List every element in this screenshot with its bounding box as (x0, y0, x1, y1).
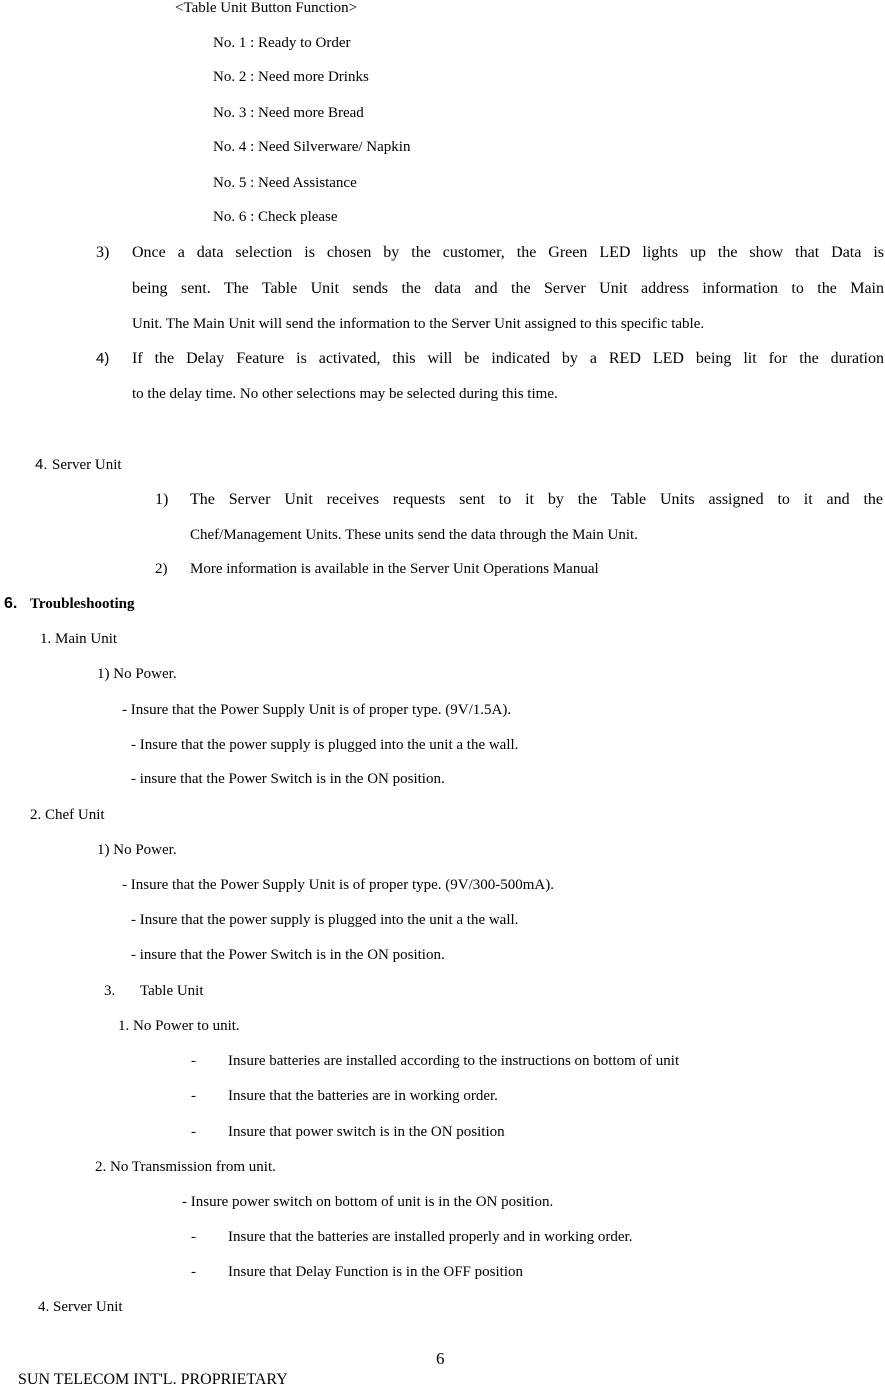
bullet-dash: - (191, 1229, 196, 1245)
check-line: Insure batteries are installed according to the instructions on bottom of unit (228, 1053, 680, 1069)
subsection-title: 4. Server Unit (38, 1299, 123, 1315)
subsection-title: Table Unit (140, 983, 204, 999)
check-line: - Insure that the Power Supply Unit is of proper type. (9V/300-500mA). (122, 877, 555, 893)
check-line: - Insure that the power supply is plugged into the unit a the wall. (131, 737, 519, 753)
problem-title: 1) No Power. (97, 842, 177, 858)
problem-title: 1. No Power to unit. (118, 1018, 240, 1034)
button-function-item: No. 1 : Ready to Order (213, 35, 351, 51)
item-number: 2) (155, 561, 168, 577)
item-number: 1) (155, 491, 169, 508)
item-text-line: Chef/Management Units. These units send the data through the Main Unit. (190, 527, 638, 543)
step-text-line: to the delay time. No other selections may be selected during this time. (132, 386, 558, 402)
step-text-line: If the Delay Feature is activated, this will be indicated by a RED LED being lit for the duration (132, 350, 884, 367)
check-line: Insure that the batteries are installed properly and in working order. (228, 1229, 633, 1245)
button-function-item: No. 3 : Need more Bread (213, 105, 364, 121)
bullet-dash: - (191, 1264, 196, 1280)
item-text-line: The Server Unit receives requests sent to it by the Table Units assigned to it and the (190, 491, 883, 508)
bullet-dash: - (191, 1124, 196, 1140)
step-text-line: being sent. The Table Unit sends the data and the Server Unit address information to the Main (132, 280, 884, 297)
step-number: 4) (96, 350, 110, 367)
button-function-item: No. 2 : Need more Drinks (213, 69, 369, 85)
problem-title: 2. No Transmission from unit. (95, 1159, 276, 1175)
check-line: Insure that the batteries are in working order. (228, 1088, 498, 1104)
page-number: 6 (436, 1349, 445, 1368)
bullet-dash: - (191, 1053, 196, 1069)
step-number: 3) (96, 244, 110, 261)
step-text-line: Once a data selection is chosen by the customer, the Green LED lights up the show that Data is (132, 244, 884, 261)
step-text-line: Unit. The Main Unit will send the information to the Server Unit assigned to this specific table. (132, 316, 705, 332)
check-line: - Insure that the power supply is plugged into the unit a the wall. (131, 912, 519, 928)
check-line: Insure that power switch is in the ON position (228, 1124, 505, 1140)
button-function-item: No. 6 : Check please (213, 209, 338, 225)
item-text-line: More information is available in the Server Unit Operations Manual (190, 561, 599, 577)
button-function-heading: <Table Unit Button Function> (175, 0, 358, 16)
check-line: - Insure that the Power Supply Unit is of proper type. (9V/1.5A). (122, 702, 512, 718)
section-number: 4. (35, 456, 48, 473)
subsection-number: 3. (104, 983, 116, 999)
button-function-item: No. 4 : Need Silverware/ Napkin (213, 139, 411, 155)
section-title: Server Unit (52, 457, 122, 473)
check-line: - Insure power switch on bottom of unit is in the ON position. (182, 1194, 554, 1210)
subsection-title: 1. Main Unit (40, 631, 118, 647)
button-function-item: No. 5 : Need Assistance (213, 175, 357, 191)
proprietary-notice: SUN TELECOM INT'L. PROPRIETARY (18, 1371, 288, 1388)
section-number: 6. (4, 595, 18, 612)
troubleshooting-title: Troubleshooting (30, 596, 135, 612)
subsection-title: 2. Chef Unit (30, 807, 105, 823)
check-line: Insure that Delay Function is in the OFF position (228, 1264, 523, 1280)
check-line: - insure that the Power Switch is in the ON position. (131, 947, 445, 963)
bullet-dash: - (191, 1088, 196, 1104)
check-line: - insure that the Power Switch is in the ON position. (131, 771, 445, 787)
problem-title: 1) No Power. (97, 666, 177, 682)
